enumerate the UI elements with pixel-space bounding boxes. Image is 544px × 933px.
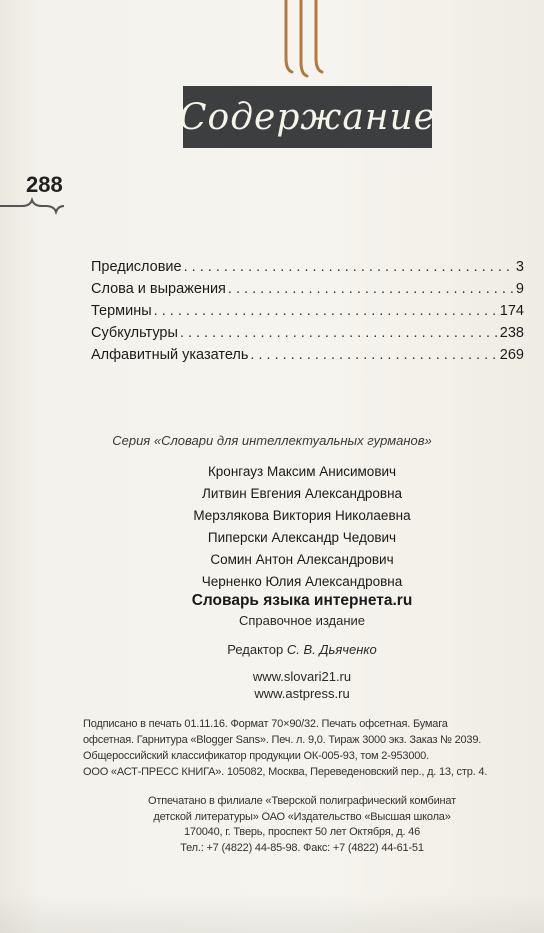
toc-page: 9 <box>515 281 524 297</box>
toc-label: Субкультуры <box>91 325 178 341</box>
toc-item-subcultures[interactable] <box>91 322 524 344</box>
page-edge-shadow <box>0 893 544 933</box>
toc-item-index[interactable] <box>91 344 524 366</box>
toc-leader <box>154 300 498 322</box>
editor-name: С. В. Дьяченко <box>286 642 377 657</box>
page-title: Содержание <box>179 96 436 138</box>
toc-page: 174 <box>499 303 524 319</box>
table-of-contents <box>91 256 524 366</box>
toc-item-words[interactable] <box>91 278 524 300</box>
imprint-line: офсетная. Гарнитура «Blogger Sans». Печ. л. 9,0. Тираж 3000 экз. Заказ № 2039. <box>83 734 482 746</box>
author-name: Мерзлякова Виктория Николаевна <box>193 508 411 523</box>
printer-line: Тел.: +7 (4822) 44-85-98. Факс: +7 (4822) 44-61-51 <box>180 841 424 854</box>
editor-credit <box>0 642 544 657</box>
author-name: Сомин Антон Александрович <box>210 552 394 567</box>
author-name: Пиперски Александр Чедович <box>207 530 397 545</box>
website-link[interactable]: www.astpress.ru <box>254 686 350 701</box>
series-title: Серия «Словари для интеллектуальных гурманов» <box>112 433 432 448</box>
author-name: Литвин Евгения Александровна <box>201 486 403 501</box>
toc-leader <box>184 256 514 278</box>
imprint-line: Общероссийский классификатор продукции ОК-005-93, том 2-953000. <box>83 750 429 762</box>
toc-page: 269 <box>499 347 524 363</box>
toc-label: Слова и выражения <box>91 281 226 297</box>
imprint-block <box>83 716 523 780</box>
toc-label: Предисловие <box>91 259 182 275</box>
printer-line: Отпечатано в филиале «Тверской полиграфический комбинат <box>148 795 456 807</box>
toc-label: Термины <box>91 303 152 319</box>
toc-leader <box>228 278 514 300</box>
toc-item-preface[interactable] <box>91 256 524 278</box>
toc-label: Алфавитный указатель <box>91 347 249 363</box>
author-name: Кронгауз Максим Анисимович <box>207 464 397 479</box>
toc-page: 3 <box>515 259 524 275</box>
toc-page: 238 <box>499 325 524 341</box>
page-number-flourish-icon <box>0 196 70 216</box>
imprint-line: Подписано в печать 01.11.16. Формат 70×90/32. Печать офсетная. Бумага <box>83 718 448 730</box>
toc-leader <box>180 322 498 344</box>
toc-leader <box>250 344 497 366</box>
printer-line: 170040, г. Тверь, проспект 50 лет Октября, д. 46 <box>183 826 420 838</box>
website-links <box>0 668 544 702</box>
page-number: 288 <box>26 172 63 197</box>
author-name: Черненко Юлия Александровна <box>201 574 403 589</box>
author-list <box>0 461 544 593</box>
book-subtitle: Справочное издание <box>238 613 366 628</box>
imprint-line: ООО «АСТ-ПРЕСС КНИГА». 105082, Москва, Переведеновский пер., д. 13, стр. 4. <box>83 766 488 778</box>
book-title: Словарь языка интернета.ru <box>191 592 413 609</box>
decorative-ornament-icon <box>280 0 326 80</box>
toc-item-terms[interactable] <box>91 300 524 322</box>
editor-prefix: Редактор <box>227 642 284 657</box>
printer-info <box>0 794 544 856</box>
website-link[interactable]: www.slovari21.ru <box>252 669 352 684</box>
printer-line: детской литературы» ОАО «Издательство «Высшая школа» <box>153 810 451 823</box>
